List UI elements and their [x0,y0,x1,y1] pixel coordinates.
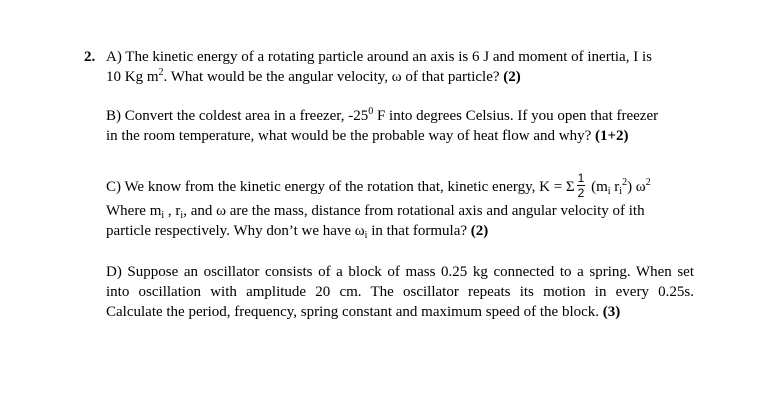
part-a-question: . What would be the angular velocity, ω of that particle? [163,69,500,85]
part-b [106,106,706,146]
part-c-marks: (2) [470,223,489,239]
formula-sup-r2: 2 [622,176,628,188]
part-c-r: , r [164,203,181,219]
part-c-where: Where m [106,203,162,219]
part-b-marks: (1+2) [595,128,629,144]
part-b-question: in the room temperature, what would be the probable way of heat flow and why? [106,128,592,144]
part-a [106,47,706,87]
part-c-line-2 [106,201,726,221]
formula-sub-ri: i [619,185,623,197]
part-d-marks: (3) [602,304,621,320]
part-c-question: particle respectively. Why don’t we have ω [106,223,365,239]
part-d-line-2: into oscillation with amplitude 20 cm. The oscillator repeats its motion in every 0.25s. [106,284,694,300]
part-d-question: Calculate the period, frequency, spring constant and maximum speed of the block. [106,304,600,320]
fraction-numerator: 1 [577,171,585,185]
fraction-denominator: 2 [577,186,585,200]
part-b-text-post: F into degrees Celsius. If you open that freezer [373,108,659,124]
part-d-line-1: D) Suppose an oscillator consists of a block of mass 0.25 kg connected to a spring. When set [106,264,694,280]
formula-sup-omega2: 2 [645,176,651,188]
question-number: 2. [84,49,96,65]
formula-open: (m [587,178,608,195]
part-b-text-pre: B) Convert the coldest area in a freezer, -25 [106,108,369,124]
part-a-line-1: A) The kinetic energy of a rotating particle around an axis is 6 J and moment of inertia, I is [106,49,652,65]
part-c-line-1 [106,171,726,201]
part-c-sub-omega: i [364,230,368,241]
part-d [106,262,694,322]
part-c [106,171,726,241]
formula-sub-mi: i [607,185,611,197]
part-c-sub-r: i [180,210,184,221]
part-a-exponent: 2 [158,67,164,78]
part-b-degree: 0 [368,106,374,117]
part-b-line-1 [106,106,706,126]
part-a-line-2 [106,67,706,87]
part-b-line-2 [106,126,706,146]
part-c-sub-m: i [161,210,165,221]
part-a-text: 10 Kg m [106,69,159,85]
formula-close: ) ω [627,178,646,195]
part-c-definitions: , and ω are the mass, distance from rotational axis and angular velocity of ith [183,203,645,219]
part-c-text: C) We know from the kinetic energy of the rotation that, kinetic energy, K = Σ [106,178,575,195]
half-fraction [577,172,586,199]
part-a-marks: (2) [503,69,521,85]
part-c-line-3 [106,221,726,241]
part-d-line-3 [106,302,694,322]
part-c-question-end: in that formula? [367,223,468,239]
formula-r: r [610,178,620,195]
